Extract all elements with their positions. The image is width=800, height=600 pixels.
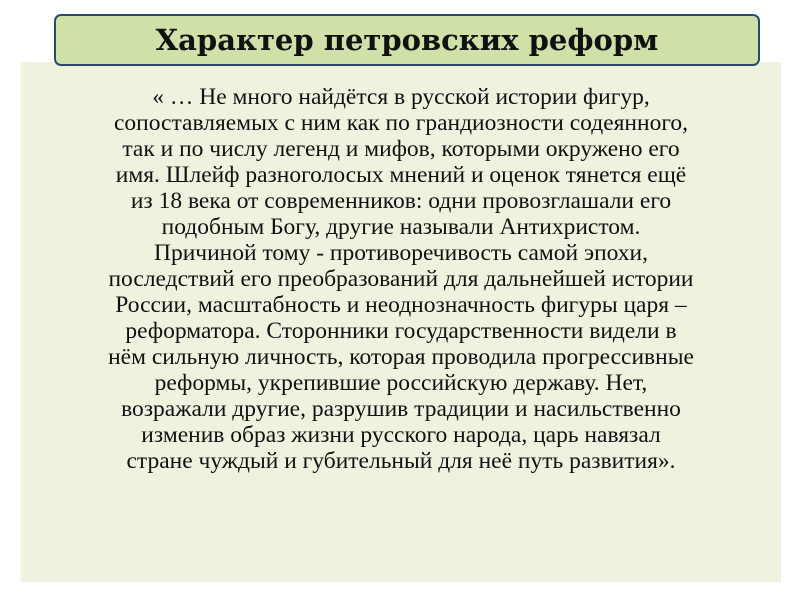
quote-line: нём сильную личность, которая проводила прогрессивные xyxy=(108,344,694,370)
quote-line: реформы, укрепившие российскую державу. Нет, xyxy=(154,370,648,396)
quote-line: сопоставляемых с ним как по грандиозности содеянного, xyxy=(113,110,689,136)
quote-line: стране чуждый и губительный для неё путь развития». xyxy=(126,448,676,474)
quote-line: подобным Богу, другие называли Антихристом. xyxy=(161,214,641,240)
quote-line: « … Не много найдётся в русской истории фигур, xyxy=(152,84,650,110)
quote-line: реформатора. Сторонники государственности видели в xyxy=(125,318,677,344)
quote-line: России, масштабность и неоднозначность фигуры царя – xyxy=(115,292,687,318)
quote-line: возражали другие, разрушив традиции и насильственно xyxy=(121,396,681,422)
quote-line: последствий его преобразований для дальнейшей истории xyxy=(108,266,694,292)
quote-line: так и по числу легенд и мифов, которыми окружено его xyxy=(122,136,680,162)
slide-title: Характер петровских реформ xyxy=(155,23,659,57)
quote-line: имя. Шлейф разноголосых мнений и оценок тянется ещё xyxy=(115,162,687,188)
title-box xyxy=(54,14,760,66)
quote-line: изменив образ жизни русского народа, царь навязал xyxy=(141,422,661,448)
quote-line: из 18 века от современников: одни провозглашали его xyxy=(130,188,672,214)
quote-text xyxy=(40,84,762,474)
quote-line: Причиной тому - противоречивость самой эпохи, xyxy=(153,240,649,266)
